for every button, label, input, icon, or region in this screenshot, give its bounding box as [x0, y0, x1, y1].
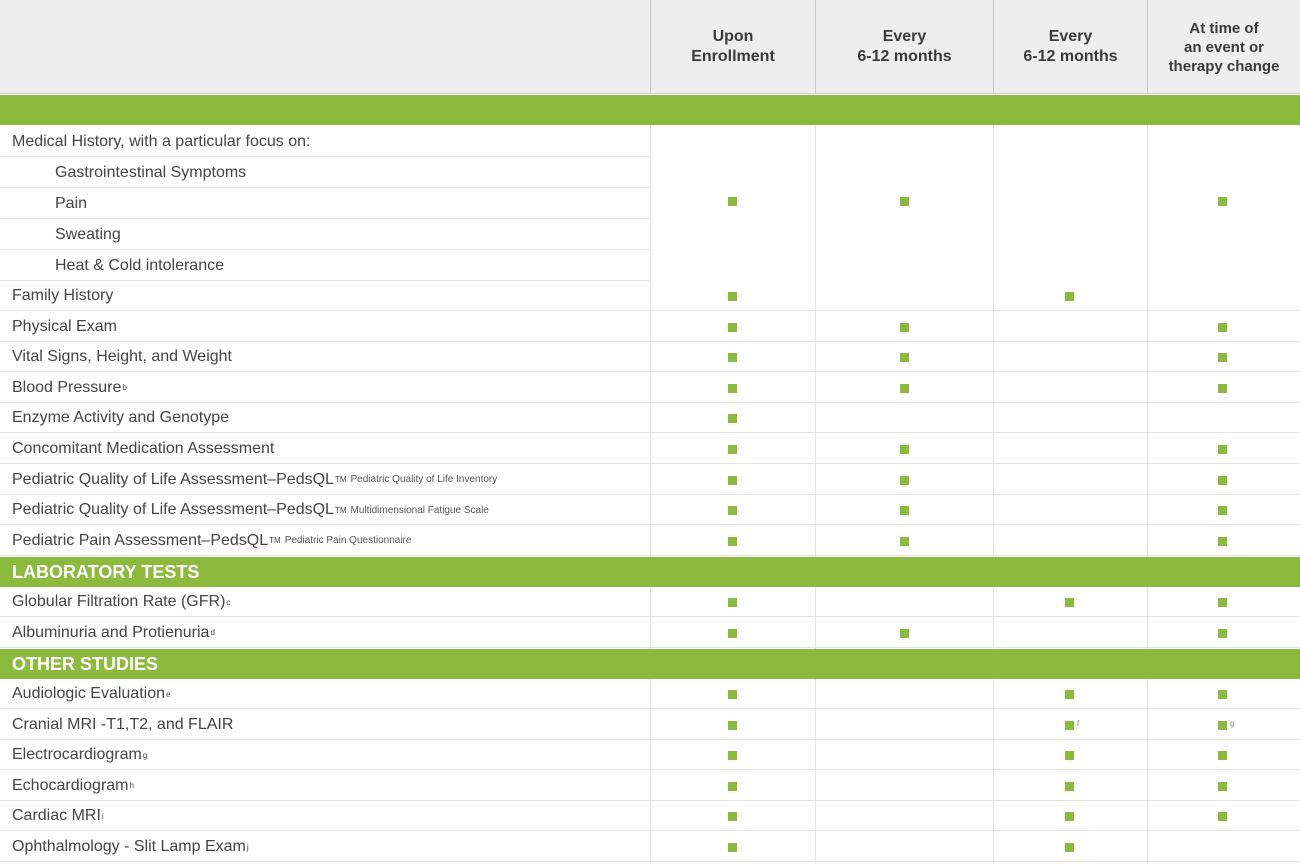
schedule-mark-medical-history-col1 — [728, 197, 737, 206]
table-row — [0, 434, 1300, 464]
row-label-text: Pediatric Quality of Life Assessment–PedsQL — [12, 501, 334, 519]
schedule-mark-col4 — [1218, 353, 1227, 362]
trademark-mark: TM — [269, 536, 281, 546]
other-study-label — [0, 832, 650, 862]
row-label-text: Pediatric Pain Assessment–PedsQL — [12, 531, 269, 549]
row-label-text: Family History — [12, 287, 114, 304]
other-study-label — [0, 771, 650, 801]
medical-history-subitem — [0, 220, 650, 250]
row-label-text: Audiologic Evaluation — [12, 685, 165, 702]
schedule-mark-col1 — [728, 506, 737, 515]
trademark-mark: TM — [334, 505, 347, 515]
table-row — [0, 465, 1300, 495]
schedule-mark-col3 — [1065, 598, 1074, 607]
row-label-text: Pediatric Quality of Life Assessment–PedsQL — [12, 470, 334, 488]
trademark-mark: TM — [334, 475, 347, 485]
schedule-mark-col3 — [1065, 292, 1074, 301]
table-row — [0, 740, 1300, 770]
schedule-mark-col1 — [728, 445, 737, 454]
table-row — [0, 373, 1300, 403]
other-study-label — [0, 801, 650, 831]
assessment-label — [0, 342, 650, 372]
schedule-mark-col1 — [728, 812, 737, 821]
medical-history-subitem — [0, 189, 650, 219]
schedule-mark-col2 — [900, 323, 909, 332]
header-every-6-12-months-b: Every 6-12 months — [993, 0, 1147, 94]
other-study-label — [0, 710, 650, 740]
footnote-marker: c — [226, 597, 231, 607]
section-band-other-studies: OTHER STUDIES — [0, 649, 1300, 679]
schedule-mark-col4 — [1218, 690, 1227, 699]
table-row — [0, 801, 1300, 831]
header-every-6-12-months-a: Every 6-12 months — [815, 0, 993, 94]
table-row — [0, 771, 1300, 801]
schedule-mark-col4 — [1218, 598, 1227, 607]
schedule-mark-col4 — [1218, 629, 1227, 638]
schedule-mark-col1 — [728, 843, 737, 852]
lab-test-label — [0, 587, 650, 617]
row-label-text: Albuminuria and Protienuria — [12, 623, 210, 641]
table-row — [0, 312, 1300, 342]
row-label-text: Echocardiogram — [12, 776, 129, 794]
mark-footnote-g: g — [1230, 718, 1235, 728]
schedule-mark-col4 — [1218, 782, 1227, 791]
footnote-marker: b — [122, 383, 127, 393]
table-row — [0, 495, 1300, 525]
schedule-mark-col4 — [1218, 812, 1227, 821]
schedule-mark-col3 — [1065, 690, 1074, 699]
row-label-text: Globular Filtration Rate (GFR) — [12, 593, 226, 610]
assessment-label — [0, 434, 650, 464]
table-row — [0, 526, 1300, 556]
subitem-pain: Pain — [55, 195, 88, 212]
schedule-mark-col4 — [1218, 445, 1227, 454]
row-label-text: Ophthalmology - Slit Lamp Exam — [12, 838, 246, 855]
header-event-or-therapy-change: At time of an event or therapy change — [1147, 0, 1300, 94]
schedule-mark-col2 — [900, 445, 909, 454]
lab-test-label — [0, 618, 650, 648]
row-label-text: Concomitant Medication Assessment — [12, 440, 275, 457]
footnote-marker: e — [166, 689, 171, 699]
table-row — [0, 710, 1300, 740]
schedule-mark-col1 — [728, 384, 737, 393]
row-label-text: Electrocardiogram — [12, 746, 142, 764]
medical-history-title: Medical History, with a particular focus on: — [12, 133, 311, 150]
row-label-text: Cardiac MRI — [12, 807, 101, 825]
schedule-mark-col4 — [1218, 537, 1227, 546]
table-row — [0, 832, 1300, 862]
subitem-heat-cold-intolerance: Heat & Cold intolerance — [55, 257, 224, 274]
schedule-mark-col1 — [728, 751, 737, 760]
schedule-mark-col3 — [1065, 812, 1074, 821]
subitem-sweating: Sweating — [55, 226, 121, 243]
section-band-general — [0, 95, 1300, 125]
row-label-text: Vital Signs, Height, and Weight — [12, 348, 232, 366]
assessment-label — [0, 526, 650, 556]
schedule-mark-col4 — [1218, 384, 1227, 393]
section-band-laboratory-tests: LABORATORY TESTS — [0, 557, 1300, 587]
row-label-subtitle: Pediatric Quality of Life Inventory — [350, 474, 498, 486]
schedule-mark-col3 — [1065, 843, 1074, 852]
row-label-text: Blood Pressure — [12, 378, 122, 396]
medical-history-subitem — [0, 251, 650, 281]
row-label-text: Physical Exam — [12, 317, 117, 335]
schedule-mark-col2 — [900, 384, 909, 393]
assessment-label — [0, 465, 650, 495]
schedule-mark-col1 — [728, 476, 737, 485]
schedule-mark-col2 — [900, 506, 909, 515]
medical-history-subitem — [0, 158, 650, 188]
schedule-mark-col3 — [1065, 782, 1074, 791]
other-study-label — [0, 740, 650, 770]
schedule-mark-col1 — [728, 353, 737, 362]
assessment-label — [0, 403, 650, 433]
table-row — [0, 618, 1300, 648]
mark-footnote-f: f — [1077, 718, 1080, 728]
table-row — [0, 587, 1300, 617]
row-label-text: Enzyme Activity and Genotype — [12, 409, 229, 427]
schedule-mark-col1 — [728, 598, 737, 607]
row-label-text: Cranial MRI -T1,T2, and FLAIR — [12, 715, 234, 733]
schedule-mark-col1 — [728, 690, 737, 699]
assessment-label — [0, 312, 650, 342]
footnote-marker: j — [246, 842, 249, 852]
table-row — [0, 342, 1300, 372]
assessment-label — [0, 281, 650, 311]
schedule-mark-col1 — [728, 629, 737, 638]
schedule-mark-col1 — [728, 292, 737, 301]
schedule-mark-col1 — [728, 323, 737, 332]
schedule-mark-col4 — [1218, 721, 1227, 730]
assessment-label — [0, 495, 650, 525]
schedule-mark-col1 — [728, 537, 737, 546]
schedule-mark-col4 — [1218, 476, 1227, 485]
row-label-subtitle: Multidimensional Fatigue Scale — [350, 504, 489, 516]
schedule-mark-col1 — [728, 721, 737, 730]
header-cell-blank — [0, 0, 650, 94]
table-row — [0, 281, 1300, 311]
table-header-row — [0, 0, 1300, 94]
schedule-mark-col1 — [728, 414, 737, 423]
footnote-marker: h — [129, 781, 134, 791]
schedule-mark-col3 — [1065, 751, 1074, 760]
subitem-gastrointestinal: Gastrointestinal Symptoms — [55, 164, 247, 181]
footnote-marker: d — [210, 628, 215, 638]
schedule-mark-col4 — [1218, 506, 1227, 515]
schedule-mark-col1 — [728, 782, 737, 791]
schedule-mark-col3 — [1065, 721, 1074, 730]
footnote-marker: g — [142, 750, 148, 760]
assessment-label — [0, 373, 650, 403]
table-row — [0, 679, 1300, 709]
table-row — [0, 403, 1300, 433]
schedule-mark-col4 — [1218, 751, 1227, 760]
medical-history-row — [0, 127, 650, 157]
schedule-mark-col2 — [900, 476, 909, 485]
schedule-mark-col2 — [900, 629, 909, 638]
footnote-marker: i — [101, 811, 104, 821]
other-study-label — [0, 679, 650, 709]
schedule-mark-medical-history-col2 — [900, 197, 909, 206]
schedule-mark-col4 — [1218, 323, 1227, 332]
row-label-subtitle: Pediatric Pain Questionnaire — [284, 535, 412, 547]
schedule-mark-col2 — [900, 537, 909, 546]
header-upon-enrollment: Upon Enrollment — [650, 0, 815, 94]
schedule-mark-col2 — [900, 353, 909, 362]
schedule-mark-medical-history-col4 — [1218, 197, 1227, 206]
